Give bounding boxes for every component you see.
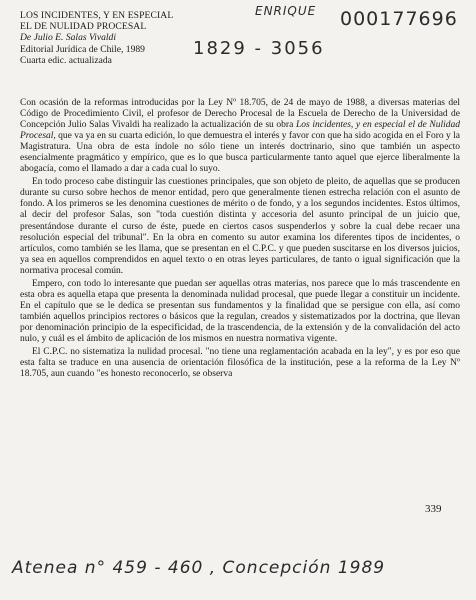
book-edition: Cuarta edic. actualizada bbox=[20, 54, 112, 66]
book-title-line-2: EL DE NULIDAD PROCESAL bbox=[20, 21, 147, 33]
paragraph-4: El C.P.C. no sistematiza la nulidad procesal. "no tiene una reglamentación acabada en la ley", y es por eso que esta falta se traduce en una ausencia de orientación filosófica de la institución, pese a la reforma de la Ley Nº 18.705, aun cuando "es honesto reconocerlo, se observa bbox=[20, 347, 460, 380]
page-number: 339 bbox=[425, 503, 442, 515]
paragraph-2: En todo proceso cabe distinguir las cuestiones principales, que son objeto de pleito, de aquellas que se producen durante su curso sobre hechos de menor entidad, pero que generalmente tienen estrecha relación con el asunto de fondo. A los primeros se les denomina cuestiones de mérito o de fondo, y a los segundos incidentes. Estos últimos, al decir del profesor Salas, son "toda cuestión distinta y accesoria del asunto principal de un juicio que, presentándose durante el curso de éste, puede en ciertos casos suspenderlos y sobre la cual debe recaer una resolución especial del tribunal". En la obra en comento su autor examina los diferentes tipos de incidentes, o artículos, como también se les llama, que se presentan en el C.P.C. y que pueden suscitarse en los diversos juicios, ya sea en aquellos comprendidos en aquel texto o en otras leyes particulares, de tanto o igual significación que la normativa procesal común. bbox=[20, 177, 460, 276]
book-title-line-1: LOS INCIDENTES, Y EN ESPECIAL bbox=[20, 10, 174, 21]
book-title-italic: Los incidentes, y en especial el de Nulidad Procesal bbox=[20, 120, 460, 142]
paragraph-1-before: Con ocasión de la reformas introducidas por la Ley Nº 18.705, de 24 de mayo de 1988, a diversas materias del Código de Procedimiento Civil, el profesor de Derecho Procesal de la Escuela de Derecho de la Universidad de Concepción Julio Salas Vivaldi ha realizado la actualización de su obra bbox=[20, 98, 460, 131]
paragraph-3: Empero, con todo lo interesante que puedan ser aquellas otras materias, nos parece que lo más trascendente en esta obra es aquella etapa que presenta la denominada nulidad procesal, que puede llegar a constituir un incidente. En el capítulo que se le dedica se presentan sus fundamentos y la finalidad que se persigue con ella, así como también aquellos principios rectores o básicos que la regulan, creados y sistematizados por la doctrina, que llevan por denominación principio de la especificidad, de la trascendencia, de la extensión y de la convalidación del acto nulo, y cuál es el ámbito de aplicación de los mismos en nuestra normativa vigente. bbox=[20, 278, 460, 344]
handwritten-range: 1829 - 3056 bbox=[193, 38, 325, 59]
handwritten-source-note: Atenea n° 459 - 460 , Concepción 1989 bbox=[12, 558, 386, 578]
handwritten-name: ENRIQUE bbox=[255, 4, 317, 18]
paragraph-1-after: , que va ya en su cuarta edición, lo que demuestra el interés y favor con que ha sido acogida en el Foro y la Magistratura. Una obra de esta índole no sólo tiene un interés doctrinario, sino que también un aspecto esencialmente pragmático y empírico, que es lo que busca particularmente tanto aquel que ejerce liberalmente la abogacía, como el llamado a dar a cada cual lo suyo. bbox=[20, 131, 460, 175]
handwritten-catalog-number: 000177696 bbox=[340, 8, 458, 30]
review-body bbox=[20, 98, 460, 382]
book-author: De Julio E. Salas Vivaldi bbox=[20, 32, 117, 44]
paragraph-1 bbox=[20, 98, 460, 175]
book-publisher: Editorial Jurídica de Chile, 1989 bbox=[20, 43, 145, 55]
book-citation-header bbox=[20, 10, 220, 66]
